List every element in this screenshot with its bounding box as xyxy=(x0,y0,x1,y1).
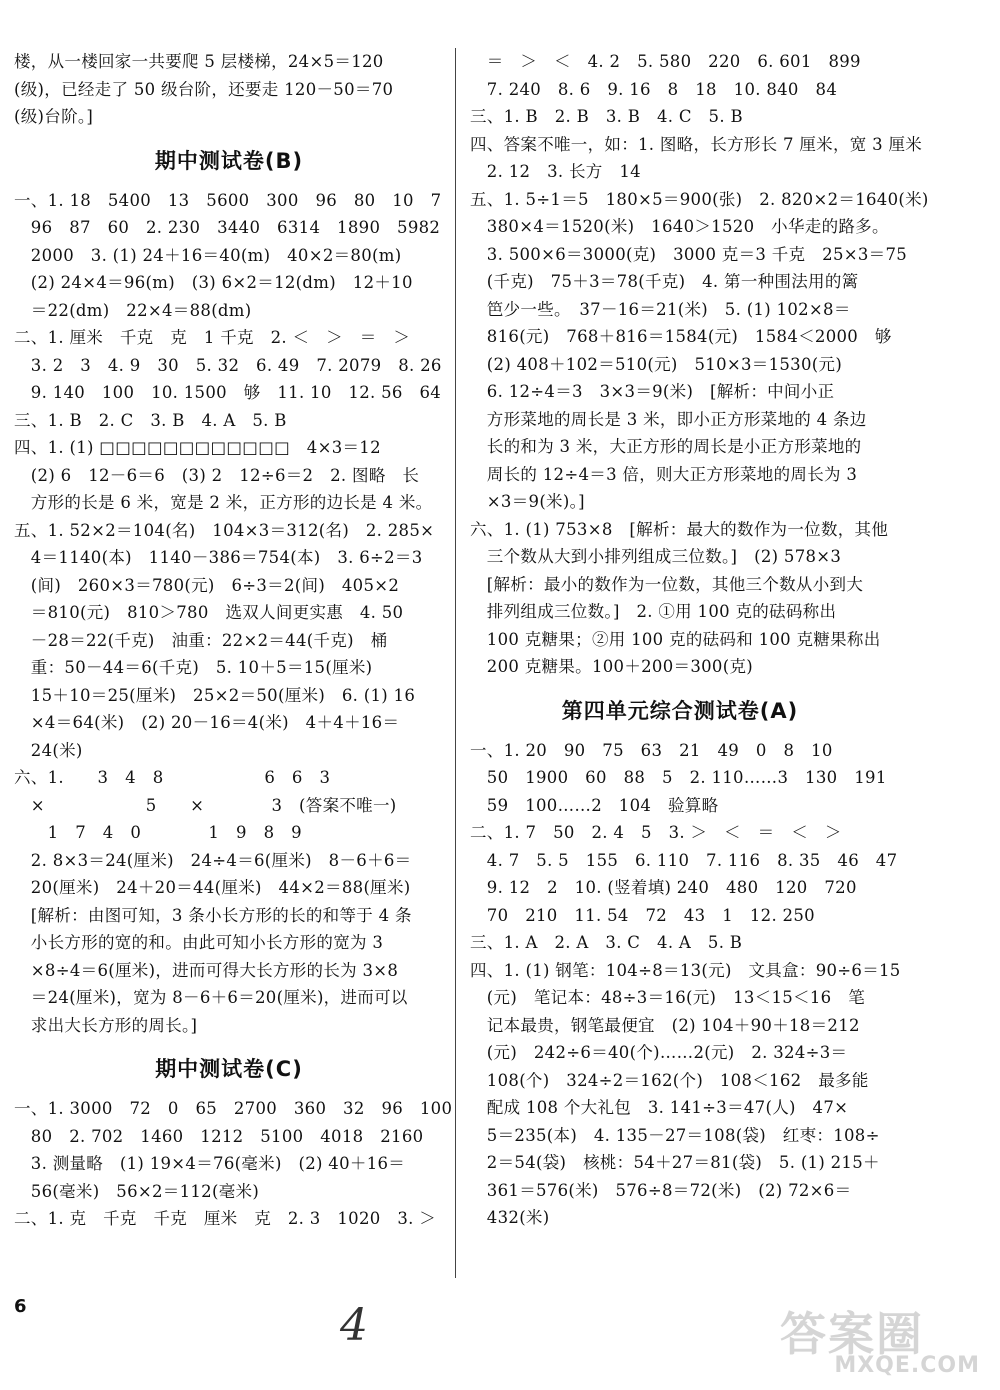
answer-line: 四、1. (1) □□□□□□□□□□□□ 4×3＝12 xyxy=(14,438,381,457)
answer-line: 楼，从一楼回家一共要爬 5 层楼梯，24×5＝120 xyxy=(14,52,384,71)
answer-line: (千克) 75＋3＝78(千克) 4. 第一种围法用的篱 xyxy=(470,272,859,291)
answer-line: 200 克糖果。100＋200＝300(克) xyxy=(470,657,753,676)
answer-line: [解析：由图可知，3 条小长方形的长的和等于 4 条 xyxy=(14,905,412,925)
answer-line: 24(米) xyxy=(14,740,83,760)
answer-line: 二、1. 7 50 2. 4 5 3. ＞ ＜ ＝ ＜ ＞ xyxy=(470,823,842,842)
answer-line: ×8÷4＝6(厘米)，进而可得大长方形的长为 3×8 xyxy=(14,960,399,980)
answer-line: 三、1. B 2. C 3. B 4. A 5. B xyxy=(14,410,287,430)
answer-line: 周长的 12÷4＝3 倍，则大正方形菜地的周长为 3 xyxy=(470,464,858,484)
answer-line: (级)台阶。] xyxy=(14,107,94,126)
answer-line: (元) 242÷6＝40(个)……2(元) 2. 324÷3＝ xyxy=(470,1043,848,1062)
answer-line: 排列组成三位数。] 2. ①用 100 克的砝码称出 xyxy=(470,602,837,621)
answer-line: 四、1. (1) 钢笔：104÷8＝13(元) 文具盒：90÷6＝15 xyxy=(470,960,901,980)
answer-line: －28＝22(千克) 油重：22×2＝44(千克) 桶 xyxy=(14,630,388,650)
watermark-url: MXQE.COM xyxy=(834,1353,980,1378)
answer-line: 6. 12÷4＝3 3×3＝9(米) [解析：中间小正 xyxy=(470,382,835,401)
answer-line: 六、1. (1) 753×8 [解析：最大的数作为一位数，其他 xyxy=(470,519,889,539)
answer-line: 3. 测量略 (1) 19×4＝76(毫米) (2) 40＋16＝ xyxy=(14,1154,406,1173)
answer-line: 配成 108 个大礼包 3. 141÷3＝47(人) 47× xyxy=(470,1098,849,1117)
answer-line: 方形菜地的周长是 3 米，即小正方形菜地的 4 条边 xyxy=(470,409,867,429)
answer-line: 三、1. B 2. B 3. B 4. C 5. B xyxy=(470,107,743,126)
answer-line: 56(毫米) 56×2＝112(毫米) xyxy=(14,1181,260,1201)
answer-line: 3. 500×6＝3000(克) 3000 克＝3 千克 25×3＝75 xyxy=(470,244,908,264)
handwritten-mark: 4 xyxy=(340,1300,368,1351)
answer-line: 15＋10＝25(厘米) 25×2＝50(厘米) 6. (1) 16 xyxy=(14,685,416,705)
answer-line: (2) 408＋102＝510(元) 510×3＝1530(元) xyxy=(470,354,843,374)
answer-line: 50 1900 60 88 5 2. 110……3 130 191 xyxy=(470,768,887,787)
answer-line: ×4＝64(米) (2) 20－16＝4(米) 4＋4＋16＝ xyxy=(14,713,400,732)
answer-line: (级)，已经走了 50 级台阶，还要走 120－50＝70 xyxy=(14,79,394,99)
answer-line: 9. 12 2 10. (竖着填) 240 480 120 720 xyxy=(470,878,857,897)
answer-line: 方形的长是 6 米，宽是 2 米，正方形的边长是 4 米。 xyxy=(14,493,433,512)
answer-line: 长的和为 3 米，大正方形的周长是小正方形菜地的 xyxy=(470,437,862,456)
answer-line: 7. 240 8. 6 9. 16 8 18 10. 840 84 xyxy=(470,79,838,99)
answer-line: 一、1. 18 5400 13 5600 300 96 80 10 7 xyxy=(14,190,442,210)
answer-line: 笆少一些。 37－16＝21(米) 5. (1) 102×8＝ xyxy=(470,299,851,319)
section-title: 期中测试卷(B) xyxy=(154,148,304,173)
section-title: 第四单元综合测试卷(A) xyxy=(561,698,799,723)
answer-line: 2000 3. (1) 24＋16＝40(m) 40×2＝80(m) xyxy=(14,245,402,265)
answer-line: 5＝235(本) 4. 135－27＝108(袋) 红枣：108÷ xyxy=(470,1125,880,1145)
answer-line: ×3＝9(米)。] xyxy=(470,492,585,511)
page-number: 6 xyxy=(14,1296,27,1317)
answer-line: (2) 6 12－6＝6 (3) 2 12÷6＝2 2. 图略 长 xyxy=(14,465,420,485)
answer-line: 三、1. A 2. A 3. C 4. A 5. B xyxy=(470,933,743,952)
answer-line: 816(元) 768＋816＝1584(元) 1584＜2000 够 xyxy=(470,327,892,346)
answer-line: 380×4＝1520(米) 1640＞1520 小华走的路多。 xyxy=(470,217,889,236)
answer-line: 记本最贵，钢笔最便宜 (2) 104＋90＋18＝212 xyxy=(470,1015,860,1035)
watermark-main: 答案圈 xyxy=(780,1307,924,1361)
answer-line: 三个数从大到小排列组成三位数。] (2) 578×3 xyxy=(470,547,842,566)
answer-line: 4. 7 5. 5 155 6. 110 7. 116 8. 35 46 47 xyxy=(470,850,898,870)
answer-line: 二、1. 厘米 千克 克 1 千克 2. ＜ ＞ ＝ ＞ xyxy=(14,328,411,347)
answer-line: 重：50－44＝6(千克) 5. 10＋5＝15(厘米) xyxy=(14,658,373,677)
answer-line: 一、1. 3000 72 0 65 2700 360 32 96 100 xyxy=(14,1099,453,1118)
left-column xyxy=(14,48,453,1233)
answer-line: 六、1. 3 4 8 6 6 3 xyxy=(14,768,331,787)
answer-line: 一、1. 20 90 75 63 21 49 0 8 10 xyxy=(470,740,833,760)
answer-line: 3. 2 3 4. 9 30 5. 32 6. 49 7. 2079 8. 26 xyxy=(14,355,442,375)
right-column xyxy=(470,48,929,1232)
answer-line: (元) 笔记本：48÷3＝16(元) 13＜15＜16 笔 xyxy=(470,988,866,1007)
answer-line: 432(米) xyxy=(470,1208,550,1227)
answer-line: 20(厘米) 24＋20＝44(厘米) 44×2＝88(厘米) xyxy=(14,878,411,897)
answer-line: (间) 260×3＝780(元) 6÷3＝2(间) 405×2 xyxy=(14,575,400,595)
answer-line: 108(个) 324÷2＝162(个) 108＜162 最多能 xyxy=(470,1070,869,1090)
answer-line: [解析：最小的数作为一位数，其他三个数从小到大 xyxy=(470,574,864,594)
answer-line: 80 2. 702 1460 1212 5100 4018 2160 xyxy=(14,1126,424,1146)
answer-line: ＝ ＞ ＜ 4. 2 5. 580 220 6. 601 899 xyxy=(470,52,861,71)
answer-line: 70 210 11. 54 72 43 1 12. 250 xyxy=(470,905,815,925)
answer-line: 2. 12 3. 长方 14 xyxy=(470,162,641,181)
answer-line: 96 87 60 2. 230 3440 6314 1890 5982 xyxy=(14,218,441,237)
answer-line: ＝810(元) 810＞780 选双人间更实惠 4. 50 xyxy=(14,603,404,622)
answer-line: ＝24(厘米)，宽为 8－6＋6＝20(厘米)，进而可以 xyxy=(14,988,408,1007)
answer-line: 100 克糖果；②用 100 克的砝码和 100 克糖果称出 xyxy=(470,629,881,649)
column-divider xyxy=(455,48,456,1278)
answer-line: 二、1. 克 千克 千克 厘米 克 2. 3 1020 3. ＞ xyxy=(14,1209,437,1228)
answer-line: 1 7 4 0 1 9 8 9 xyxy=(14,823,302,842)
answer-line: × 5 × 3 (答案不唯一) xyxy=(14,795,397,815)
answer-line: 361＝576(米) 576÷8＝72(米) (2) 72×6＝ xyxy=(470,1180,852,1200)
answer-line: (2) 24×4＝96(m) (3) 6×2＝12(dm) 12＋10 xyxy=(14,273,413,292)
watermark-logo xyxy=(780,1298,980,1378)
section-title: 期中测试卷(C) xyxy=(155,1057,303,1081)
answer-line: 求出大长方形的周长。] xyxy=(14,1015,198,1035)
answer-line: 2＝54(袋) 核桃：54＋27＝81(袋) 5. (1) 215＋ xyxy=(470,1153,880,1172)
answer-line: 五、1. 5÷1＝5 180×5＝900(张) 2. 820×2＝1640(米) xyxy=(470,189,929,209)
answer-line: 4＝1140(本) 1140－386＝754(本) 3. 6÷2＝3 xyxy=(14,548,423,567)
answer-line: 小长方形的宽的和。由此可知小长方形的宽为 3 xyxy=(14,933,384,952)
answer-line: 五、1. 52×2＝104(名) 104×3＝312(名) 2. 285× xyxy=(14,520,435,540)
answer-line: 四、答案不唯一，如：1. 图略，长方形长 7 厘米，宽 3 厘米 xyxy=(470,134,923,154)
answer-line: 2. 8×3＝24(厘米) 24÷4＝6(厘米) 8－6＋6＝ xyxy=(14,850,412,870)
answer-line: ＝22(dm) 22×4＝88(dm) xyxy=(14,300,252,320)
answer-line: 59 100……2 104 验算略 xyxy=(470,795,719,815)
answer-line: 9. 140 100 10. 1500 够 11. 10 12. 56 64 xyxy=(14,383,442,402)
